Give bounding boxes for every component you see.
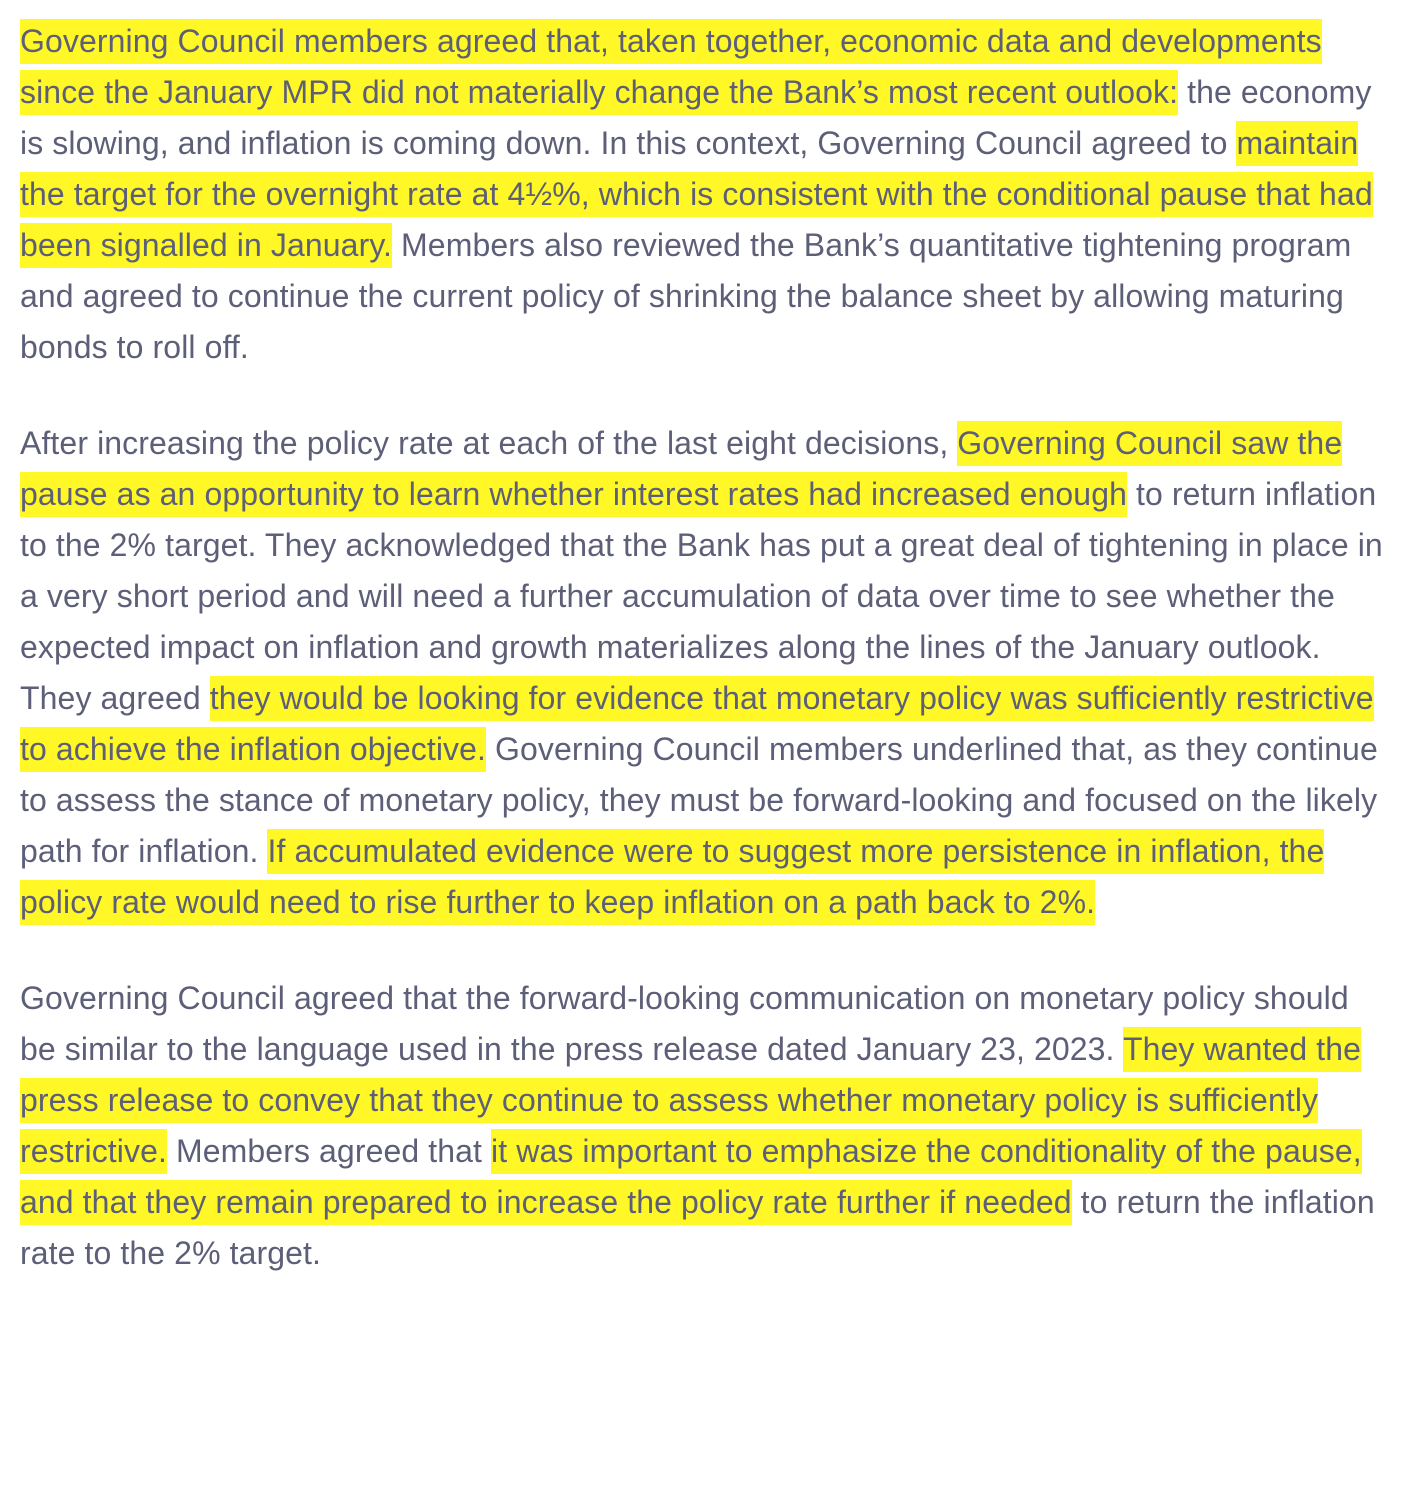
paragraph-1 — [20, 16, 1392, 373]
body-text: the economy is slowing, and inflation is coming down. In this context, Governing Council agreed to — [20, 74, 1372, 161]
highlighted-text: Governing Council members agreed that, taken together, economic data and developments since the January MPR did not materially change the Bank’s most recent outlook: — [20, 19, 1322, 115]
highlighted-text: it was important to emphasize the conditionality of the pause, and that they remain prepared to increase the policy rate further if needed — [20, 1129, 1362, 1225]
body-text: After increasing the policy rate at each of the last eight decisions, — [20, 425, 958, 461]
highlighted-text: Governing Council saw the pause as an opportunity to learn whether interest rates had increased enough — [20, 421, 1342, 517]
highlighted-text: maintain the target for the overnight rate at 4½%, which is consistent with the conditional pause that had been signalled in January. — [20, 121, 1373, 268]
paragraph-2 — [20, 418, 1392, 928]
body-text: Governing Council members underlined that, as they continue to assess the stance of monetary policy, they must be forward-looking and focused on the likely path for inflation. — [20, 731, 1378, 869]
body-text: Governing Council agreed that the forward-looking communication on monetary policy should be similar to the language used in the press release dated January 23, 2023. — [20, 980, 1349, 1067]
paragraph-3 — [20, 973, 1392, 1279]
highlighted-text: If accumulated evidence were to suggest more persistence in inflation, the policy rate would need to rise further to keep inflation on a path back to 2%. — [20, 829, 1324, 925]
body-text: to return the inflation rate to the 2% target. — [20, 1184, 1375, 1271]
highlighted-text: They wanted the press release to convey that they continue to assess whether monetary policy is sufficiently restrictive. — [20, 1027, 1361, 1174]
body-text: Members also reviewed the Bank’s quantitative tightening program and agreed to continue the current policy of shrinking the balance sheet by allowing maturing bonds to roll off. — [20, 227, 1352, 365]
highlighted-text: they would be looking for evidence that monetary policy was sufficiently restrictive to achieve the inflation objective. — [20, 676, 1374, 772]
body-text: Members agreed that — [167, 1133, 492, 1169]
body-text: to return inflation to the 2% target. They acknowledged that the Bank has put a great deal of tightening in place in a very short period and will need a further accumulation of data over time to see whether the expected impact on inflation and growth materializes along the lines of the January outlook. They agreed — [20, 476, 1383, 716]
